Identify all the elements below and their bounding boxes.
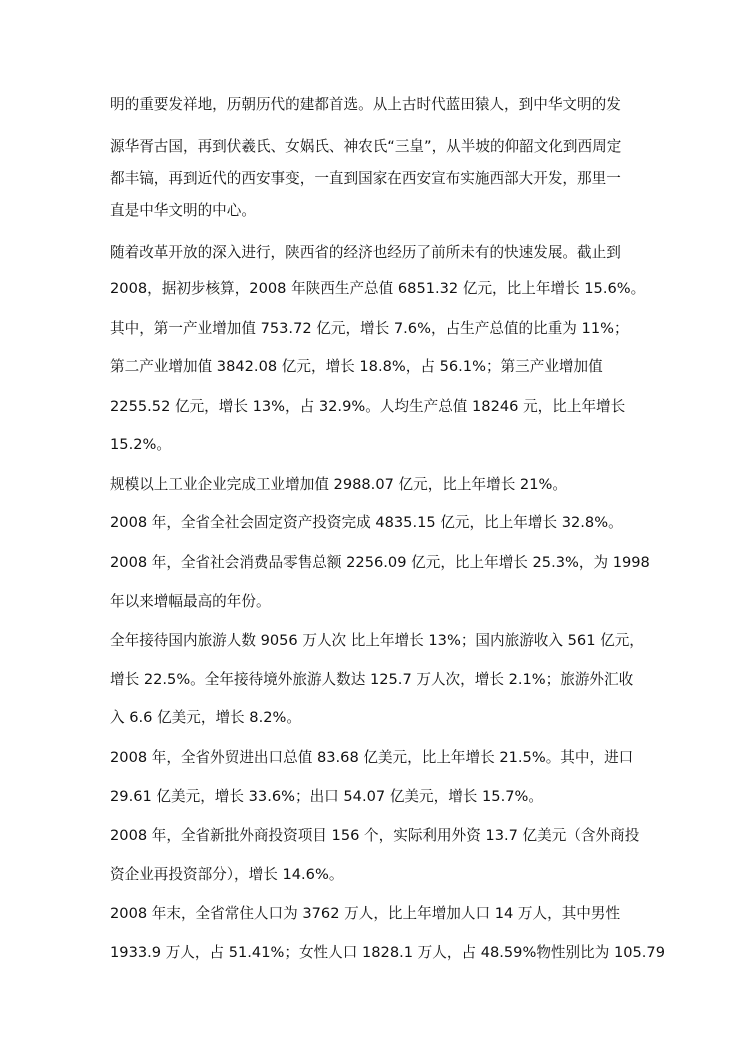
text-line: 其中，第一产业增加值 753.72 亿元，增长 7.6%，占生产总值的比重为 11%；	[110, 320, 629, 337]
text-line: 29.61 亿美元，增长 33.6%；出口 54.07 亿美元，增长 15.7%。	[110, 788, 543, 805]
text-line: 明的重要发祥地，历朝历代的建都首选。从上古时代蓝田猿人，到中华文明的发	[110, 96, 621, 113]
text-line: 2008 年，全省新批外商投资项目 156 个，实际利用外资 13.7 亿美元（含外商投	[110, 827, 640, 844]
text-line: 第二产业增加值 3842.08 亿元，增长 18.8%，占 56.1%；第三产业增加值	[110, 358, 603, 375]
text-line: 年以来增幅最高的年份。	[110, 593, 271, 610]
text-line: 直是中华文明的中心。	[110, 202, 256, 219]
text-line: 2008 年末，全省常住人口为 3762 万人，比上年增加人口 14 万人，其中男性	[110, 905, 621, 922]
text-line: 2008 年，全省外贸进出口总值 83.68 亿美元，比上年增长 21.5%。其中，进口	[110, 749, 634, 766]
text-line: 2008 年，全省全社会固定资产投资完成 4835.15 亿元，比上年增长 32.8%。	[110, 514, 623, 531]
text-line: 增长 22.5%。全年接待境外旅游人数达 125.7 万人次，增长 2.1%；旅游外汇收	[110, 671, 634, 688]
text-line: 规模以上工业企业完成工业增加值 2988.07 亿元，比上年增长 21%。	[110, 476, 567, 493]
text-line: 资企业再投资部分），增长 14.6%。	[110, 866, 344, 883]
text-line: 入 6.6 亿美元，增长 8.2%。	[110, 709, 301, 726]
text-line: 源华胥古国，再到伏羲氏、女娲氏、神农氏“三皇”，从半坡的仰韶文化到西周定	[110, 138, 622, 155]
text-line: 全年接待国内旅游人数 9056 万人次 比上年增长 13%；国内旅游收入 561 亿元，	[110, 632, 644, 649]
text-line: 2255.52 亿元，增长 13%，占 32.9%。人均生产总值 18246 元，比上年增长	[110, 398, 626, 415]
text-line: 15.2%。	[110, 436, 171, 453]
text-line: 随着改革开放的深入进行，陕西省的经济也经历了前所未有的快速发展。截止到	[110, 244, 621, 261]
text-line: 2008，据初步核算，2008 年陕西生产总值 6851.32 亿元，比上年增长 15.6%。	[110, 280, 646, 297]
text-line: 1933.9 万人，占 51.41%；女性人口 1828.1 万人，占 48.59%物性别比为 105.79	[110, 944, 666, 961]
text-line: 都丰镐，再到近代的西安事变，一直到国家在西安宣布实施西部大开发，那里一	[110, 170, 621, 187]
text-line: 2008 年，全省社会消费品零售总额 2256.09 亿元，比上年增长 25.3%，为 1998	[110, 554, 650, 571]
